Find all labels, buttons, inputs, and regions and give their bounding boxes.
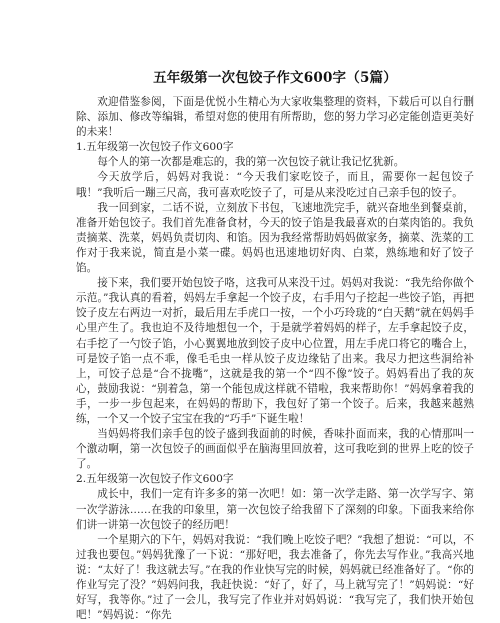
body-paragraph: 今天放学后，妈妈对我说：“今天我们家吃饺子，而且，需要你一起包饺子哦！”我听后一蹦三尺高，我可喜欢吃饺子了，可是从来没吃过自己亲手包的饺子。 <box>76 171 474 199</box>
body-paragraph: 我一回到家，二话不说，立刻放下书包，飞速地洗完手，就兴奋地坐到餐桌前，准备开始包饺子。我们首先准备食材，今天的饺子馅是我最喜欢的白菜肉馅的。我负责摘菜、洗菜，妈妈负责切肉、和馅。因为我经常帮助妈妈做家务，摘菜、洗菜的工作对于我来说，简直是小菜一碟。妈妈也迅速地切好肉、白菜，熟练地和好了饺子馅。 <box>76 201 474 275</box>
body-paragraph: 成长中，我们一定有许多多的第一次吧！如：第一次学走路、第一次学写字、第一次学游泳……在我的印象里，第一次包饺子给我留下了深刻的印象。下面我来给你们讲一讲第一次包饺子的经历吧！ <box>76 488 474 531</box>
body-paragraph: 当妈妈将我们亲手包的饺子盛到我面前的时候，香味扑面而来，我的心情那叫一个激动啊，第一次包饺子的画面似乎在脑海里回放着，这可我吃到的世界上吃的饺子了。 <box>76 428 474 471</box>
document-title: 五年级第一次包饺子作文600字（5篇） <box>153 70 397 86</box>
section-heading: 2.五年级第一次包饺子作文600字 <box>76 473 234 486</box>
body-paragraph: 接下来，我们要开始包饺子咯，这我可从来没干过。妈妈对我说：“我先给你做个示范。”我认真的看着，妈妈左手拿起一个饺子皮，右手用勺子挖起一些饺子馅，再把饺子皮左右两边一对折，最后用左手虎口一按，一个小巧玲珑的“白天鹅”就在妈妈手心里产生了。我也迫不及待地想包一个，于是就学着妈妈的样子，左手拿起饺子皮，右手挖了一勺饺子馅，小心翼翼地放到饺子皮中心位置，用左手虎口将它的嘴合上，可是饺子馅一点不乖，像毛毛虫一样从饺子皮边缘钻了出来。我尽力把这些洞给补上，可饺子总是“合不拢嘴”，这就是我的第一个“四不像”饺子。妈妈看出了我的灰心，鼓励我说：“别着急，第一个能包成这样就不错啦，我来帮助你！”妈妈拿着我的手，一步一步包起来，在妈妈的帮助下，我包好了第一个饺子。后来，我越来越熟练，一个又一个饺子宝宝在我的“巧手”下诞生啦！ <box>76 277 474 425</box>
body-paragraph: 一个星期六的下午，妈妈对我说：“我们晚上吃饺子吧？”我想了想说：“可以，不过我也要包。”妈妈犹豫了一下说：“那好吧，我去准备了，你先去写作业。”我高兴地说：“太好了！我这就去写。”在我的作业快写完的时候，妈妈就已经准备好了。“你的作业写完了没？”妈妈问我，我赶快说：“好了，好了，马上就写完了！”妈妈说：“好好写，我等你。”过了一会儿，我写完了作业并对妈妈说：“我写完了，我们快开始包吧！”妈妈说：“你先 <box>76 533 474 622</box>
body-paragraph: 每个人的第一次都是难忘的，我的第一次包饺子就让我记忆犹新。 <box>97 156 405 169</box>
intro-paragraph: 欢迎借鉴参阅，下面是优悦小生精心为大家收集整理的资料，下载后可以自行删除、添加、修改等编辑，希望对您的使用有所帮助，您的努力学习必定能创造更美好的未来！ <box>76 96 474 139</box>
section-heading: 1.五年级第一次包饺子作文600字 <box>76 141 234 154</box>
